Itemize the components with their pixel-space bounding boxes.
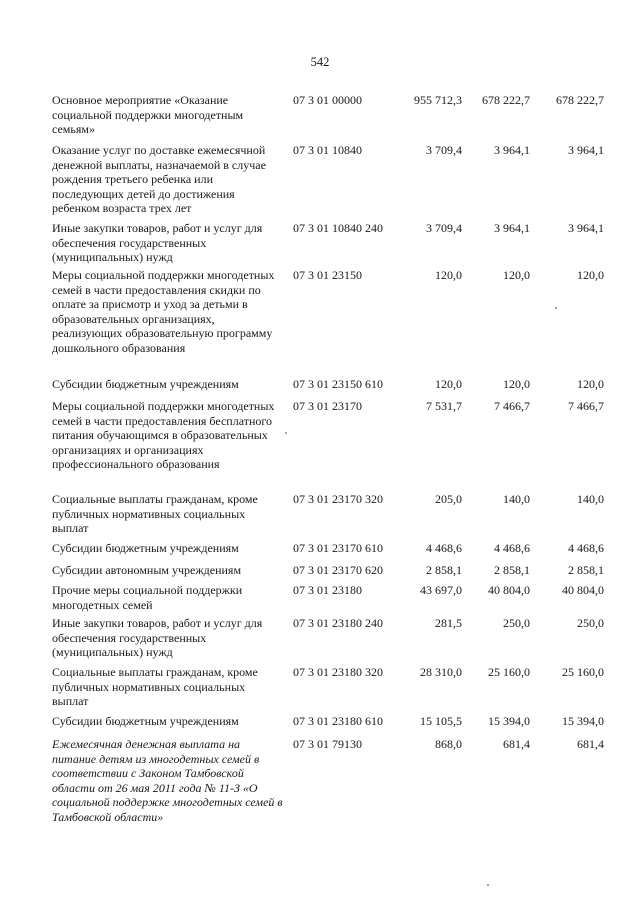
row-value-1: 15 105,5 — [420, 714, 462, 728]
row-code: 07 3 01 23170 610 — [293, 541, 383, 555]
row-code: 07 3 01 23170 320 — [293, 492, 383, 506]
row-name: Субсидии бюджетным учреждениям — [52, 377, 239, 391]
row-value-3: 681,4 — [577, 737, 604, 751]
row-value-2: 250,0 — [503, 616, 530, 630]
row-value-3: 4 468,6 — [568, 541, 604, 555]
row-value-1: 281,5 — [435, 616, 462, 630]
row-name: Субсидии бюджетным учреждениям — [52, 541, 239, 555]
row-value-3: 7 466,7 — [568, 399, 604, 413]
row-code: 07 3 01 23170 — [293, 399, 362, 413]
row-value-3: 140,0 — [577, 492, 604, 506]
row-value-2: 678 222,7 — [482, 93, 530, 107]
row-value-3: 40 804,0 — [562, 583, 604, 597]
row-code: 07 3 01 23170 620 — [293, 563, 383, 577]
row-value-1: 955 712,3 — [414, 93, 462, 107]
scan-speck — [487, 884, 489, 886]
row-value-2: 2 858,1 — [494, 563, 530, 577]
row-code: 07 3 01 23180 — [293, 583, 362, 597]
row-value-2: 120,0 — [503, 268, 530, 282]
row-name: Оказание услуг по доставке ежемесячной денежной выплаты, назначаемой в случае рождения третьего ребенка или последующих детей до достижения ребенком возраста трех лет — [52, 143, 266, 215]
row-name: Субсидии бюджетным учреждениям — [52, 714, 239, 728]
row-value-2: 120,0 — [503, 377, 530, 391]
row-value-3: 3 964,1 — [568, 143, 604, 157]
row-value-1: 43 697,0 — [420, 583, 462, 597]
row-code: 07 3 01 00000 — [293, 93, 362, 107]
row-code: 07 3 01 23150 610 — [293, 377, 383, 391]
scan-speck — [285, 432, 287, 434]
row-value-3: 120,0 — [577, 377, 604, 391]
row-name: Иные закупки товаров, работ и услуг для обеспечения государственных (муниципальных) нужд — [52, 616, 263, 659]
row-value-2: 7 466,7 — [494, 399, 530, 413]
row-value-1: 205,0 — [435, 492, 462, 506]
row-value-1: 4 468,6 — [426, 541, 462, 555]
row-name: Прочие меры социальной поддержки многодетных семей — [52, 583, 243, 612]
row-code: 07 3 01 10840 240 — [293, 221, 383, 235]
row-value-1: 868,0 — [435, 737, 462, 751]
row-value-1: 120,0 — [435, 268, 462, 282]
row-code: 07 3 01 23150 — [293, 268, 362, 282]
row-code: 07 3 01 23180 240 — [293, 616, 383, 630]
row-value-2: 40 804,0 — [488, 583, 530, 597]
row-value-2: 15 394,0 — [488, 714, 530, 728]
row-value-3: 15 394,0 — [562, 714, 604, 728]
row-name: Иные закупки товаров, работ и услуг для обеспечения государственных (муниципальных) нужд — [52, 221, 263, 264]
row-value-2: 4 468,6 — [494, 541, 530, 555]
row-value-1: 120,0 — [435, 377, 462, 391]
row-value-1: 28 310,0 — [420, 665, 462, 679]
row-name: Субсидии автономным учреждениям — [52, 563, 242, 577]
row-name: Социальные выплаты гражданам, кроме публичных нормативных социальных выплат — [52, 665, 258, 708]
row-code: 07 3 01 10840 — [293, 143, 362, 157]
row-value-2: 681,4 — [503, 737, 530, 751]
row-value-2: 25 160,0 — [488, 665, 530, 679]
row-code: 07 3 01 23180 320 — [293, 665, 383, 679]
row-value-3: 250,0 — [577, 616, 604, 630]
row-value-3: 678 222,7 — [556, 93, 604, 107]
row-name: Основное мероприятие «Оказание социальной поддержки многодетным семьям» — [52, 93, 244, 136]
row-value-3: 25 160,0 — [562, 665, 604, 679]
row-value-1: 2 858,1 — [426, 563, 462, 577]
row-name: Ежемесячная денежная выплата на питание детям из многодетных семей в соответствии с Законом Тамбовской области от 26 мая 2011 года № 11-З «О социальной поддержке многодетных семей в Тамбовской области» — [52, 737, 283, 824]
row-value-3: 2 858,1 — [568, 563, 604, 577]
row-value-3: 3 964,1 — [568, 221, 604, 235]
row-value-2: 3 964,1 — [494, 143, 530, 157]
row-name: Меры социальной поддержки многодетных семей в части предоставления бесплатного питания обучающимся в образовательных организациях и организациях профессионального образования — [52, 399, 275, 471]
row-value-2: 140,0 — [503, 492, 530, 506]
row-code: 07 3 01 23180 610 — [293, 714, 383, 728]
page-number: 542 — [310, 55, 330, 69]
row-value-1: 3 709,4 — [426, 143, 462, 157]
row-code: 07 3 01 79130 — [293, 737, 362, 751]
row-name: Социальные выплаты гражданам, кроме публичных нормативных социальных выплат — [52, 492, 258, 535]
row-name: Меры социальной поддержки многодетных семей в части предоставления скидки по оплате за присмотр и уход за детьми в образовательных организациях, реализующих образовательную программу дошкольного образования — [52, 268, 275, 355]
row-value-1: 7 531,7 — [426, 399, 462, 413]
scan-speck — [555, 307, 557, 309]
row-value-2: 3 964,1 — [494, 221, 530, 235]
row-value-3: 120,0 — [577, 268, 604, 282]
row-value-1: 3 709,4 — [426, 221, 462, 235]
